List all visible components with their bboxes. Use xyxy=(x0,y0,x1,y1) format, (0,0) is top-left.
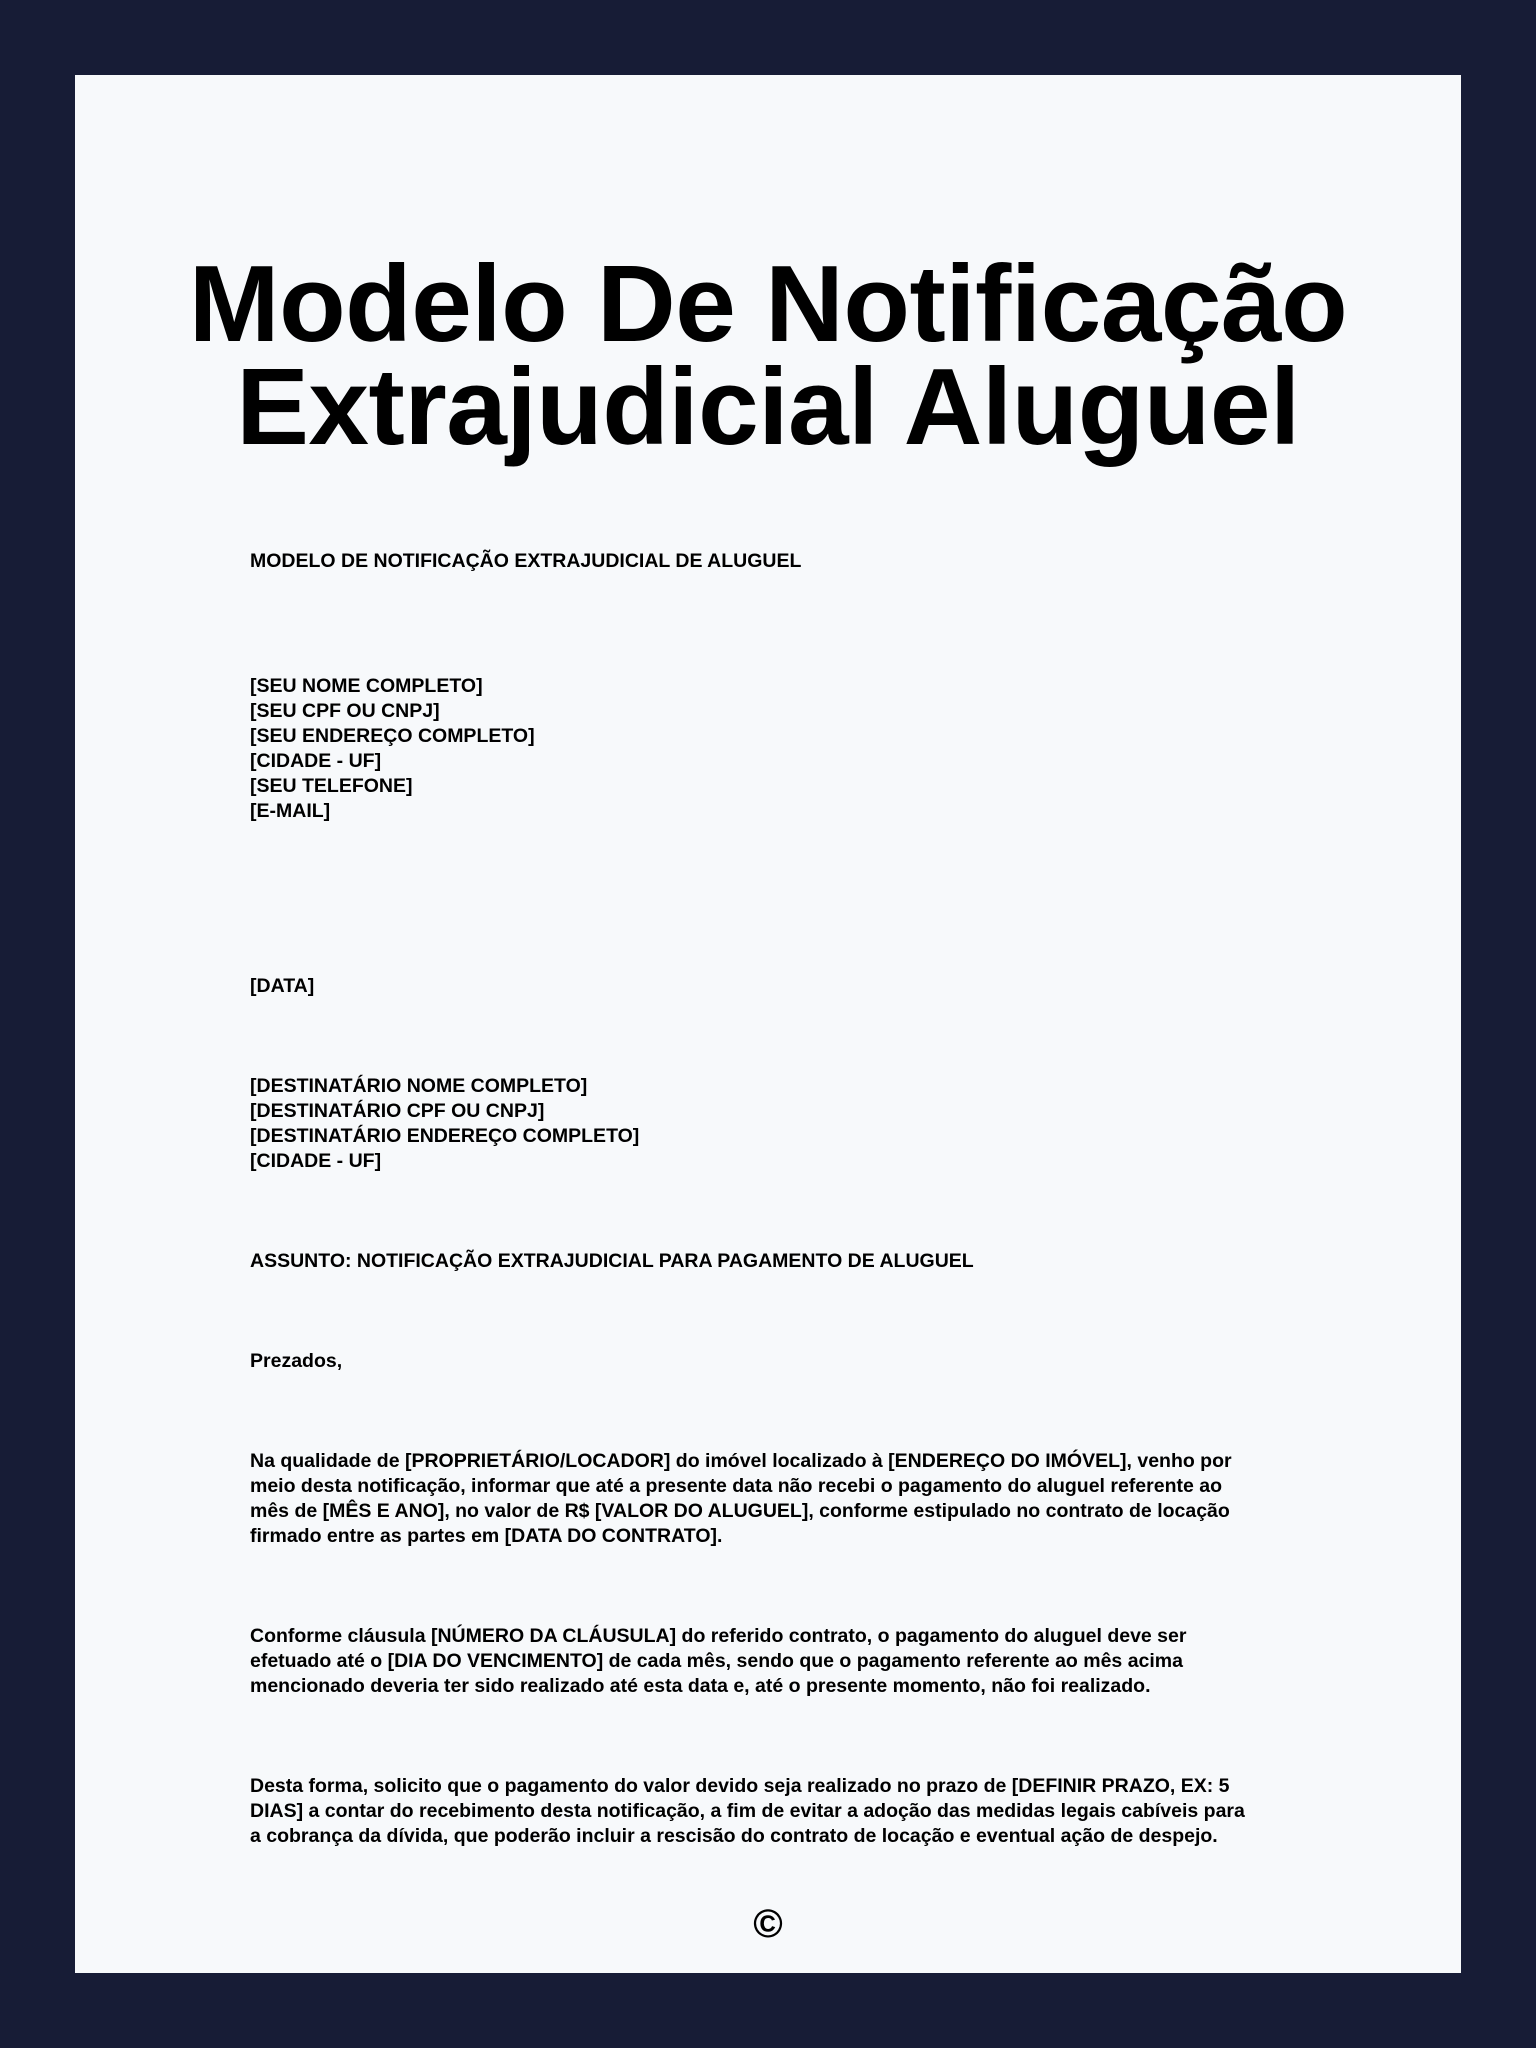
paragraph-line: firmado entre as partes em [DATA DO CONTRATO]. xyxy=(250,1525,723,1547)
paragraph-line: a cobrança da dívida, que poderão incluir a rescisão do contrato de locação e eventual ação de despejo. xyxy=(250,1825,1218,1847)
copyright-icon: © xyxy=(753,1902,783,1946)
paragraph-line: efetuado até o [DIA DO VENCIMENTO] de cada mês, sendo que o pagamento referente ao mês acima xyxy=(250,1650,1183,1672)
sender-name: [SEU NOME COMPLETO] xyxy=(250,675,483,697)
sender-cpf: [SEU CPF OU CNPJ] xyxy=(250,700,440,722)
recipient-cpf: [DESTINATÁRIO CPF OU CNPJ] xyxy=(250,1100,545,1122)
sender-email: [E-MAIL] xyxy=(250,800,331,822)
recipient-name: [DESTINATÁRIO NOME COMPLETO] xyxy=(250,1075,588,1097)
paragraph-line: Conforme cláusula [NÚMERO DA CLÁUSULA] do referido contrato, o pagamento do aluguel deve ser xyxy=(250,1625,1187,1647)
paragraph-line: Desta forma, solicito que o pagamento do valor devido seja realizado no prazo de [DEFINIR PRAZO, EX: 5 xyxy=(250,1775,1230,1797)
sender-city: [CIDADE - UF] xyxy=(250,750,382,772)
paragraph-line: Na qualidade de [PROPRIETÁRIO/LOCADOR] do imóvel localizado à [ENDEREÇO DO IMÓVEL], venho por xyxy=(250,1450,1232,1472)
paragraph-line: mencionado deveria ter sido realizado até esta data e, até o presente momento, não foi realizado. xyxy=(250,1675,1151,1697)
paragraph-line: mês de [MÊS E ANO], no valor de R$ [VALOR DO ALUGUEL], conforme estipulado no contrato de locação xyxy=(250,1500,1230,1522)
title-line: Extrajudicial Aluguel xyxy=(236,346,1300,468)
document-title xyxy=(75,243,1461,468)
sender-address: [SEU ENDEREÇO COMPLETO] xyxy=(250,725,535,747)
recipient-address: [DESTINATÁRIO ENDEREÇO COMPLETO] xyxy=(250,1125,640,1147)
template-heading: MODELO DE NOTIFICAÇÃO EXTRAJUDICIAL DE ALUGUEL xyxy=(250,550,802,572)
letter-subject: ASSUNTO: NOTIFICAÇÃO EXTRAJUDICIAL PARA PAGAMENTO DE ALUGUEL xyxy=(250,1250,974,1272)
paragraph-3 xyxy=(250,1774,1360,1849)
document-page xyxy=(75,75,1461,1973)
paragraph-line: meio desta notificação, informar que até a presente data não recebi o pagamento do aluguel referente ao xyxy=(250,1475,1223,1497)
recipient-block xyxy=(250,1074,1360,1174)
paragraph-1 xyxy=(250,1449,1360,1549)
paragraph-line: DIAS] a contar do recebimento desta notificação, a fim de evitar a adoção das medidas legais cabíveis para xyxy=(250,1800,1245,1822)
title-line: Modelo De Notificação xyxy=(188,243,1348,365)
sender-block xyxy=(250,674,1360,824)
letter-greeting: Prezados, xyxy=(250,1350,343,1372)
recipient-city: [CIDADE - UF] xyxy=(250,1150,382,1172)
paragraph-2 xyxy=(250,1624,1360,1699)
sender-phone: [SEU TELEFONE] xyxy=(250,775,413,797)
letter-date: [DATA] xyxy=(250,975,315,997)
